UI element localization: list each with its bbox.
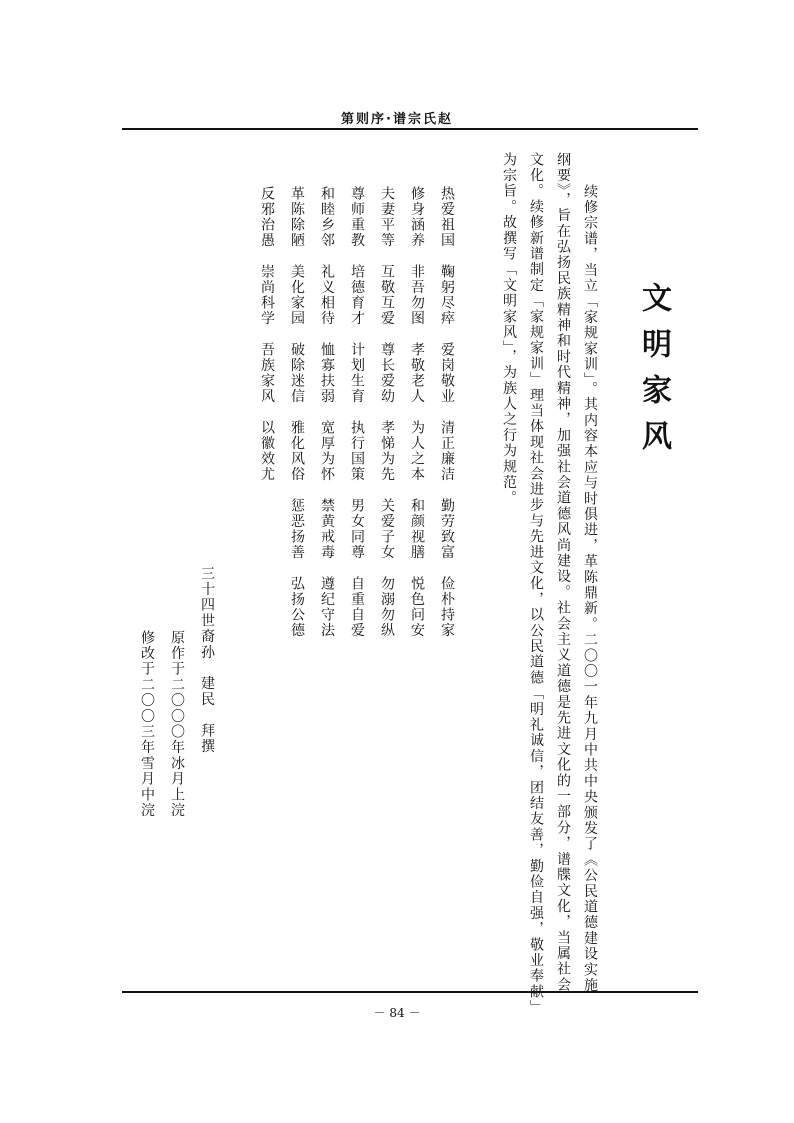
verse-phrase: 为人之本: [409, 420, 425, 482]
verse-line: [350, 186, 364, 638]
verse-phrase: 崇尚科学: [259, 264, 275, 326]
verse-phrase: 美化家园: [289, 264, 305, 326]
verse-phrase: 雅化风俗: [289, 420, 305, 482]
verse-phrase: 鞠躬尽瘁: [439, 264, 455, 326]
verse-phrase: 勤劳致富: [439, 498, 455, 560]
verse-phrase: 宽厚为怀: [319, 420, 335, 482]
running-header: 第则序·谱宗氏赵: [341, 112, 453, 127]
verse-line: [290, 186, 304, 638]
verse-phrase: 禁黄戒毒: [319, 498, 335, 560]
verse-phrase: 俭朴持家: [439, 576, 455, 638]
verse-phrase: 清正廉洁: [439, 420, 455, 482]
verse-phrase: 培德育才: [349, 264, 365, 326]
intro-line: 续修宗谱，当立「家规家训」。其内容本应与时俱进，革陈鼎新。二〇〇一年九月中共中央颁发了《公民道德建设实施: [582, 184, 598, 994]
verse-line: [380, 186, 394, 638]
verse-phrase: 反邪治愚: [259, 186, 275, 248]
verse-phrase: 恤寡扶弱: [319, 342, 335, 404]
verse-phrase: 修身涵养: [409, 186, 425, 248]
intro-line: 为宗旨。故撰写「文明家风」，为族人之行为规范。: [501, 152, 517, 507]
verse-line: [320, 186, 334, 638]
article-title: 文明家风: [636, 282, 671, 466]
verse-phrase: 悦色问安: [409, 576, 425, 638]
verse-phrase: 吾族家风: [259, 342, 275, 404]
verse-phrase: 勿溺勿纵: [379, 576, 395, 638]
verse-phrase: 惩恶扬善: [289, 498, 305, 560]
verse-phrase: 互敬互爱: [379, 264, 395, 326]
verse-phrase: 计划生育: [349, 342, 365, 404]
verse-phrase: 革陈除陋: [289, 186, 305, 248]
signature-original-date: 原作于二〇〇〇年冰月上浣: [169, 630, 185, 819]
verse-phrase: 遵纪守法: [319, 576, 335, 638]
verse-phrase: 弘扬公德: [289, 576, 305, 638]
intro-line: 文化。续修新谱制定「家规家训」理当体现社会进步与先进文化，以公民道德「明礼诚信，团结友善，勤俭自强，敬业奉献」: [528, 152, 544, 1016]
verse-phrase: 礼义相待: [319, 264, 335, 326]
verse-phrase: 热爱祖国: [439, 186, 455, 248]
verse-phrase: 以徽效尤: [259, 420, 275, 482]
verse-phrase: 尊师重教: [349, 186, 365, 248]
verse-line: [260, 186, 274, 482]
verse-phrase: 执行国策: [349, 420, 365, 482]
footer-rule: [122, 991, 698, 993]
verse-phrase: 自重自爱: [349, 576, 365, 638]
signature-revised-date: 修改于二〇〇三年雪月中浣: [139, 630, 155, 819]
verse-line: [410, 186, 424, 638]
verse-phrase: 爱岗敬业: [439, 342, 455, 404]
verse-phrase: 和睦乡邻: [319, 186, 335, 248]
intro-line: 纲要》，旨在弘扬民族精神和时代精神，加强社会道德风尚建设。社会主义道德是先进文化的一部分，谱牒文化，当属社会: [555, 152, 571, 993]
verse-phrase: 孝敬老人: [409, 342, 425, 404]
verse-phrase: 尊长爱幼: [379, 342, 395, 404]
header-rule: [122, 128, 698, 130]
verse-phrase: 非吾勿图: [409, 264, 425, 326]
verse-phrase: 孝悌为先: [379, 420, 395, 482]
verse-phrase: 夫妻平等: [379, 186, 395, 248]
page-number: － 84 －: [373, 1006, 421, 1020]
verse-line: [440, 186, 454, 638]
verse-phrase: 和颜视膳: [409, 498, 425, 560]
verse-phrase: 破除迷信: [289, 342, 305, 404]
signature-author: 三十四世裔孙 建民 拜撰: [199, 566, 215, 755]
verse-phrase: 男女同尊: [349, 498, 365, 560]
verse-phrase: 关爱子女: [379, 498, 395, 560]
